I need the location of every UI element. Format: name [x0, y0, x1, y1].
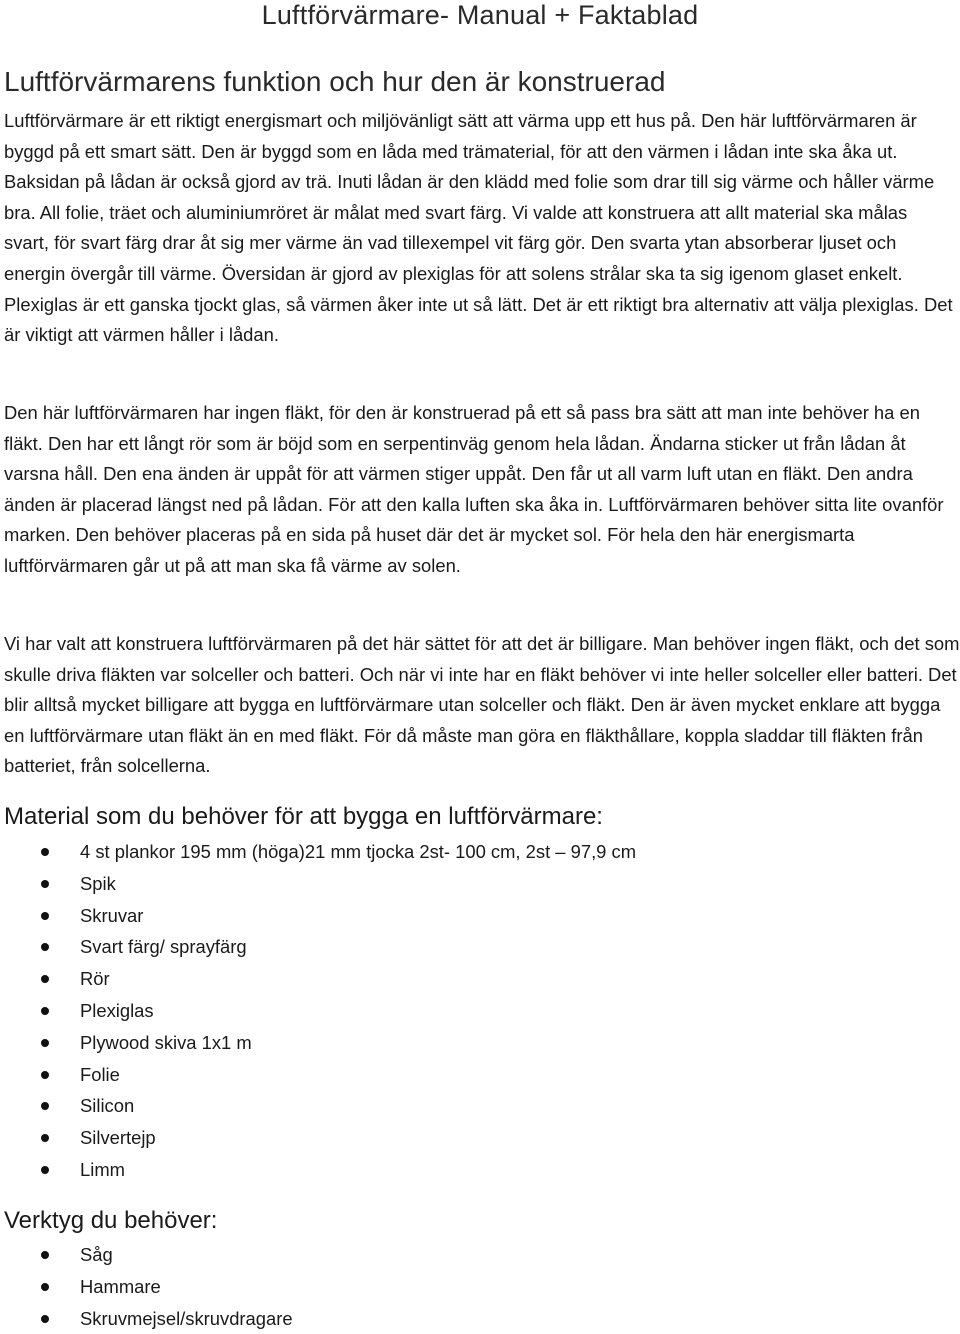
bullet-icon [41, 943, 49, 951]
list-item-label: Skruvmejsel/skruvdragare [80, 1307, 293, 1329]
bullet-icon [41, 1283, 49, 1291]
list-item [0, 963, 636, 995]
list-item-label: Såg [80, 1244, 113, 1265]
list-item [0, 1271, 293, 1303]
materials-list [0, 836, 636, 1186]
list-item [0, 995, 636, 1027]
list-item-label: Spik [80, 872, 116, 894]
paragraph-construction: Luftförvärmare är ett riktigt energismart och miljövänligt sätt att värma upp ett hus på. Den här luftförvärmaren är byggd på ett smart sätt. Den är byggd som en låda med trämaterial, för att den värmen i lådan inte ska åka ut. Baksidan på lådan är också gjord av trä. Inuti lådan är den klädd med folie som drar till sig värme och håller värme bra. All folie, träet och aluminiumröret är målat med svart färg. Vi valde att konstruera att allt material ska målas svart, för svart färg drar åt sig mer värme än vad tillexempel vit färg gör. Den svarta ytan absorberar ljuset och energin övergår till värme. Översidan är gjord av plexiglas för att solens strålar ska ta sig igenom glaset enkelt. Plexiglas är ett ganska tjockt glas, så värmen åker inte ut så lätt. Det är ett riktigt bra alternativ att välja plexiglas. Det är viktigt att värmen håller i lådan. [4, 110, 953, 346]
section-heading: Luftförvärmarens funktion och hur den är konstruerad [4, 66, 666, 97]
list-item-label: Silicon [80, 1095, 135, 1117]
paragraph-cost: Vi har valt att konstruera luftförvärmaren på det här sättet för att det är billigare. Man behöver ingen fläkt, och det som skulle driva fläkten var solceller och batteri. Och när vi inte har en fläkt behöver vi inte heller solceller eller batteri. Det blir alltså mycket billigare att bygga en luftförvärmare utan solceller och fläkt. Den är även mycket enklare att bygga en luftförvärmare utan fläkt än en med fläkt. För då måste man göra en fläkthållare, koppla sladdar till fläkten från batteriet, från solcellerna. [4, 633, 960, 777]
list-item [0, 900, 636, 932]
bullet-icon [41, 848, 49, 856]
list-item-label: Skruvar [80, 904, 144, 926]
bullet-icon [41, 1315, 49, 1323]
bullet-icon [41, 1134, 49, 1142]
bullet-icon [41, 1166, 49, 1174]
materials-heading: Material som du behöver för att bygga en luftförvärmare: [4, 803, 603, 830]
list-item-label: Hammare [80, 1275, 161, 1297]
tools-list [0, 1239, 293, 1334]
list-item [0, 1303, 293, 1334]
bullet-icon [41, 1007, 49, 1015]
bullet-icon [41, 912, 49, 920]
list-item-label: 4 st plankor 195 mm (höga)21 mm tjocka 2st- 100 cm, 2st – 97,9 cm [80, 841, 637, 862]
bullet-icon [41, 1071, 49, 1079]
list-item-label: Silvertejp [80, 1127, 156, 1149]
list-item [0, 1122, 636, 1154]
paragraph-no-fan: Den här luftförvärmaren har ingen fläkt, för den är konstruerad på ett så pass bra sätt att man inte behöver ha en fläkt. Den har ett långt rör som är böjd som en serpentinväg genom hela lådan. Ändarna sticker ut från lådan åt varsna håll. Den ena änden är uppåt för att värmen stiger uppåt. Den får ut all varm luft utan en fläkt. Den andra änden är placerad längst ned på lådan. För att den kalla luften ska åka in. Luftförvärmaren behöver sitta lite ovanför marken. Den behöver placeras på en sida på huset där det är mycket sol. För hela den här energismarta luftförvärmaren går ut på att man ska få värme av solen. [4, 402, 944, 576]
list-item [0, 1090, 636, 1122]
bullet-icon [41, 1251, 49, 1259]
list-item-label: Folie [80, 1063, 120, 1085]
list-item [0, 836, 636, 868]
list-item-label: Svart färg/ sprayfärg [80, 936, 247, 958]
list-item-label: Plexiglas [80, 999, 154, 1021]
list-item [0, 868, 636, 900]
bullet-icon [41, 975, 49, 983]
bullet-icon [41, 1102, 49, 1110]
list-item-label: Plywood skiva 1x1 m [80, 1031, 252, 1053]
list-item-label: Limm [80, 1158, 125, 1180]
list-item [0, 1059, 636, 1091]
bullet-icon [41, 1039, 49, 1047]
tools-heading: Verktyg du behöver: [4, 1207, 218, 1234]
bullet-icon [41, 880, 49, 888]
list-item-label: Rör [80, 968, 110, 990]
list-item [0, 1239, 293, 1271]
list-item [0, 931, 636, 963]
document-title: Luftförvärmare- Manual + Faktablad [261, 0, 699, 30]
list-item [0, 1154, 636, 1186]
list-item [0, 1027, 636, 1059]
